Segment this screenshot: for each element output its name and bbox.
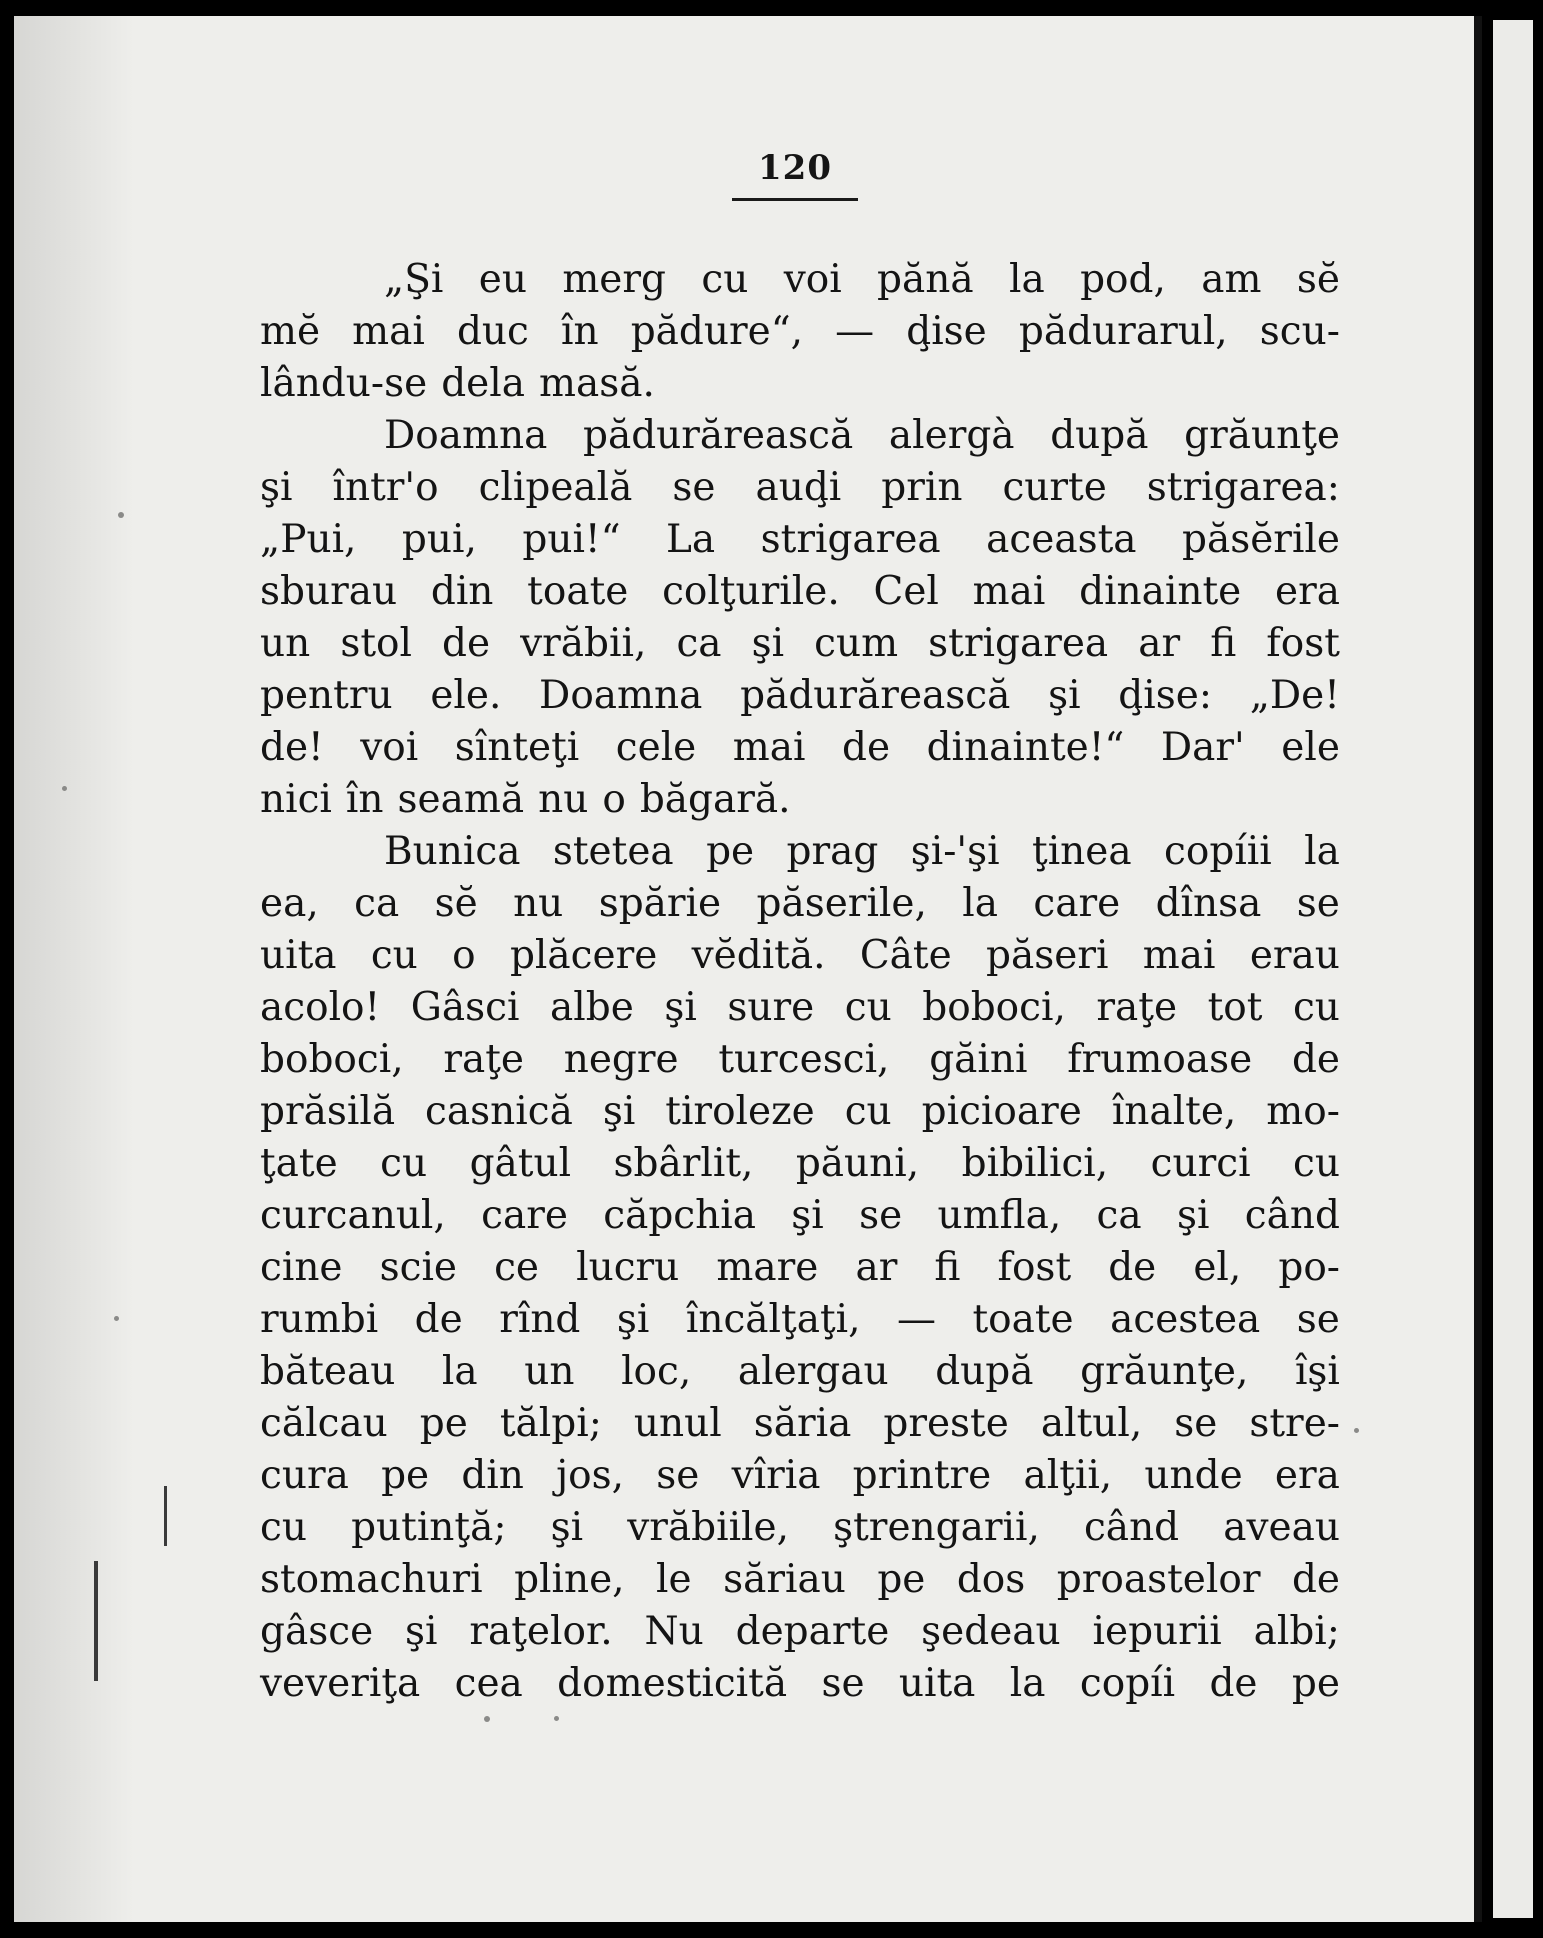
dust-speck xyxy=(114,1316,119,1321)
word: ce xyxy=(494,1245,540,1290)
text-line xyxy=(260,1138,1340,1190)
word: masă. xyxy=(538,361,655,406)
text-line xyxy=(260,774,1340,826)
word: se xyxy=(821,1661,865,1706)
word: care xyxy=(481,1193,568,1238)
word: de xyxy=(1291,1557,1340,1602)
word: voi xyxy=(360,725,419,770)
word: pui, xyxy=(401,517,477,562)
word: copíi xyxy=(1079,1661,1176,1706)
word: ca xyxy=(1096,1193,1142,1238)
word: şi xyxy=(1176,1193,1210,1238)
word: stre- xyxy=(1249,1401,1340,1446)
dust-speck xyxy=(1354,1428,1359,1433)
word: îşi xyxy=(1294,1349,1340,1394)
word: erau xyxy=(1249,933,1340,978)
word: cu xyxy=(1292,985,1340,1030)
word: băteau xyxy=(260,1349,396,1394)
word: printre xyxy=(852,1453,992,1498)
word: şi xyxy=(550,1505,584,1550)
text-line xyxy=(260,1554,1340,1606)
word: merg xyxy=(562,257,666,302)
page-number-rule xyxy=(732,198,858,201)
word: cu xyxy=(370,933,418,978)
word: ca xyxy=(354,881,400,926)
word: gâtul xyxy=(469,1141,572,1186)
word: ştrengarii, xyxy=(833,1505,1040,1550)
word: stetea xyxy=(552,829,674,874)
text-line xyxy=(260,1658,1340,1710)
word: se xyxy=(859,1193,903,1238)
text-line xyxy=(260,514,1340,566)
margin-mark xyxy=(164,1486,167,1546)
word: mĕ xyxy=(260,309,321,354)
word: auḑi xyxy=(755,465,842,510)
word: mo- xyxy=(1266,1089,1340,1134)
word: pline, xyxy=(514,1557,625,1602)
word: dinainte!“ xyxy=(926,725,1125,770)
word: curte xyxy=(1002,465,1107,510)
word: când xyxy=(1244,1193,1340,1238)
text-line xyxy=(260,1190,1340,1242)
word: preste xyxy=(883,1401,1009,1446)
word: lându-se xyxy=(260,361,428,406)
word: se xyxy=(1174,1401,1218,1446)
word: alergà xyxy=(888,413,1015,458)
word: la xyxy=(1009,257,1045,302)
word: scie xyxy=(379,1245,458,1290)
word: şi xyxy=(602,1089,636,1134)
word: Câte xyxy=(859,933,952,978)
word: fi xyxy=(1210,621,1237,666)
word: dos xyxy=(956,1557,1026,1602)
word: de xyxy=(1209,1661,1258,1706)
word: raţelor. xyxy=(469,1609,613,1654)
word: copíii xyxy=(1164,829,1272,874)
text-line xyxy=(260,254,1340,306)
word: grăunţe xyxy=(1184,413,1340,458)
word: voi xyxy=(783,257,842,302)
word: pentru xyxy=(260,673,393,718)
word: la xyxy=(441,1349,478,1394)
word: o xyxy=(602,777,626,822)
page-number: 120 xyxy=(758,148,832,188)
book-page xyxy=(14,16,1480,1922)
word: se xyxy=(1296,881,1340,926)
word: băgară. xyxy=(639,777,791,822)
word: şedeau xyxy=(921,1609,1061,1654)
word: în xyxy=(345,777,384,822)
text-line xyxy=(260,1450,1340,1502)
word: pe xyxy=(877,1557,926,1602)
word: era xyxy=(1275,569,1340,614)
word: putinţă; xyxy=(351,1505,507,1550)
word: rumbi xyxy=(260,1297,379,1342)
word: strigarea: xyxy=(1146,465,1340,510)
word: bibilici, xyxy=(961,1141,1109,1186)
word: şi xyxy=(260,465,293,510)
word: Doamna xyxy=(539,673,703,718)
word: sĕ xyxy=(1296,257,1340,302)
word: curci xyxy=(1150,1141,1251,1186)
word: păseri xyxy=(986,933,1109,978)
word: cine xyxy=(260,1245,343,1290)
word: fost xyxy=(1266,621,1340,666)
word: un xyxy=(260,621,311,666)
word: veveriţa xyxy=(260,1661,421,1706)
word: pe xyxy=(381,1453,430,1498)
word: după xyxy=(935,1349,1034,1394)
word: cu xyxy=(844,985,892,1030)
word: frumoase xyxy=(1067,1037,1253,1082)
word: spărie xyxy=(598,881,722,926)
word: şi xyxy=(1048,673,1081,718)
word: „Pui, xyxy=(260,517,357,562)
word: vrăbii, xyxy=(520,621,647,666)
dust-speck xyxy=(484,1716,490,1722)
word: vîria xyxy=(731,1453,821,1498)
word: ele xyxy=(1281,725,1340,770)
word: raţe xyxy=(1096,985,1178,1030)
word: alergau xyxy=(737,1349,889,1394)
text-line xyxy=(260,306,1340,358)
word: pădurărească xyxy=(740,673,1011,718)
word: aveau xyxy=(1223,1505,1340,1550)
word: pod, xyxy=(1080,257,1166,302)
word: toate xyxy=(972,1297,1074,1342)
word: Cel xyxy=(873,569,939,614)
text-line xyxy=(260,878,1340,930)
word: ţinea xyxy=(1032,829,1132,874)
word: La xyxy=(666,517,716,562)
word: fost xyxy=(997,1245,1072,1290)
word: cu xyxy=(844,1089,892,1134)
word: cele xyxy=(615,725,697,770)
word: domesticită xyxy=(557,1661,788,1706)
word: iepurii xyxy=(1092,1609,1222,1654)
word: care xyxy=(1033,881,1121,926)
word: sĕ xyxy=(434,881,478,926)
word: era xyxy=(1274,1453,1340,1498)
text-line xyxy=(260,1398,1340,1450)
word: în xyxy=(561,309,599,354)
word: mai xyxy=(1142,933,1216,978)
word: seamă xyxy=(397,777,525,822)
word: de xyxy=(1108,1245,1157,1290)
word: pădure“, xyxy=(630,309,804,354)
word: cu xyxy=(1293,1141,1340,1186)
word: săria xyxy=(753,1401,852,1446)
word: tălpi; xyxy=(499,1401,602,1446)
text-line xyxy=(260,1242,1340,1294)
word: vĕdită. xyxy=(691,933,826,978)
word: boboci, xyxy=(260,1037,404,1082)
word: unul xyxy=(633,1401,722,1446)
word: albi; xyxy=(1253,1609,1340,1654)
text-line xyxy=(260,462,1340,514)
word: loc, xyxy=(621,1349,692,1394)
word: ḑise xyxy=(906,309,987,354)
text-line xyxy=(260,930,1340,982)
word: pădurărească xyxy=(582,413,854,458)
word: boboci, xyxy=(922,985,1066,1030)
word: tiroleze xyxy=(665,1089,815,1134)
word: Nu xyxy=(644,1609,704,1654)
word: pădurarul, xyxy=(1018,309,1228,354)
word: le xyxy=(656,1557,692,1602)
word: dela xyxy=(441,361,525,406)
word: fi xyxy=(934,1245,961,1290)
word: alţii, xyxy=(1023,1453,1113,1498)
word: şi xyxy=(791,1193,824,1238)
text-line xyxy=(260,982,1340,1034)
word: proastelor xyxy=(1056,1557,1261,1602)
word: sburau xyxy=(260,569,398,614)
word: el, xyxy=(1193,1245,1242,1290)
word: se xyxy=(656,1453,700,1498)
word: nici xyxy=(260,777,332,822)
word: curcanul, xyxy=(260,1193,446,1238)
word: — xyxy=(835,309,875,354)
word: colţurile. xyxy=(662,569,840,614)
word: clipeală xyxy=(478,465,633,510)
word: strigarea xyxy=(760,517,941,562)
word: din xyxy=(430,569,494,614)
word: unde xyxy=(1144,1453,1243,1498)
word: departe xyxy=(735,1609,890,1654)
word: cura xyxy=(260,1453,349,1498)
margin-mark xyxy=(94,1561,98,1681)
word: duc xyxy=(456,309,529,354)
word: scu- xyxy=(1259,309,1340,354)
word: eu xyxy=(478,257,527,302)
word: vrăbiile, xyxy=(627,1505,790,1550)
dust-speck xyxy=(62,786,67,791)
word: negre xyxy=(563,1037,679,1082)
word: şi xyxy=(751,621,785,666)
word: uita xyxy=(260,933,337,978)
word: acolo! xyxy=(260,985,381,1030)
word: ele. xyxy=(430,673,502,718)
word: tot xyxy=(1207,985,1263,1030)
word: prin xyxy=(881,465,963,510)
word: păserile, xyxy=(756,881,927,926)
word: rînd xyxy=(499,1297,581,1342)
word: încălţaţi, xyxy=(685,1297,861,1342)
word: altul, xyxy=(1040,1401,1143,1446)
word: Doamna xyxy=(384,413,548,458)
word: nu xyxy=(538,777,589,822)
word: sbârlit, xyxy=(613,1141,754,1186)
page-shadow xyxy=(14,16,134,1922)
word: turcesci, xyxy=(718,1037,890,1082)
word: ca xyxy=(676,621,722,666)
next-page-edge xyxy=(1493,20,1533,1918)
word: după xyxy=(1050,413,1149,458)
text-line xyxy=(260,358,1340,410)
word: gâsce xyxy=(260,1609,374,1654)
word: grăunţe, xyxy=(1080,1349,1249,1394)
word: stol xyxy=(340,621,412,666)
word: mai xyxy=(352,309,425,354)
word: şi xyxy=(616,1297,650,1342)
word: găini xyxy=(929,1037,1028,1082)
text-line xyxy=(260,618,1340,670)
word: Bunica xyxy=(384,829,521,874)
word: de! xyxy=(260,725,324,770)
text-line xyxy=(260,670,1340,722)
word: de xyxy=(1291,1037,1340,1082)
word: lucru xyxy=(576,1245,680,1290)
word: pe xyxy=(1291,1661,1340,1706)
word: ea, xyxy=(260,881,319,926)
word: se xyxy=(1296,1297,1340,1342)
word: plăcere xyxy=(509,933,658,978)
word: am xyxy=(1201,257,1262,302)
page-edge-shadow xyxy=(1474,16,1482,1922)
word: dinainte xyxy=(1079,569,1242,614)
word: picioare xyxy=(921,1089,1082,1134)
word: şi xyxy=(405,1609,438,1654)
word: păuni, xyxy=(795,1141,920,1186)
word: strigarea xyxy=(928,621,1109,666)
word: înalte, xyxy=(1111,1089,1237,1134)
dust-speck xyxy=(118,512,124,518)
word: mai xyxy=(732,725,806,770)
word: ar xyxy=(1138,621,1181,666)
word: nu xyxy=(513,881,564,926)
word: „De! xyxy=(1249,673,1340,718)
word: mai xyxy=(972,569,1046,614)
word: căpchia xyxy=(603,1193,756,1238)
word: Gâsci xyxy=(410,985,520,1030)
text-line xyxy=(260,1502,1340,1554)
text-line xyxy=(260,1346,1340,1398)
dust-speck xyxy=(554,1716,559,1721)
word: sînteţi xyxy=(454,725,580,770)
word: pe xyxy=(706,829,755,874)
text-line xyxy=(260,1294,1340,1346)
word: jos, xyxy=(556,1453,625,1498)
word: o xyxy=(452,933,476,978)
text-line xyxy=(260,566,1340,618)
text-line xyxy=(260,1086,1340,1138)
word: şi-'şi xyxy=(910,829,1000,874)
word: pănă xyxy=(877,257,974,302)
word: raţe xyxy=(443,1037,524,1082)
word: într'o xyxy=(332,465,439,510)
word: ḑise: xyxy=(1118,673,1212,718)
word: cu xyxy=(380,1141,428,1186)
word: de xyxy=(442,621,491,666)
word: prăsilă xyxy=(260,1089,396,1134)
word: prag xyxy=(786,829,879,874)
word: — xyxy=(896,1297,936,1342)
word: cu xyxy=(260,1505,307,1550)
word: dînsa xyxy=(1155,881,1262,926)
word: de xyxy=(842,725,891,770)
body-text xyxy=(260,254,1340,1710)
text-line xyxy=(260,722,1340,774)
word: şi xyxy=(664,985,697,1030)
word: umfla, xyxy=(937,1193,1062,1238)
word: săriau xyxy=(723,1557,846,1602)
word: cu xyxy=(701,257,749,302)
word: acestea xyxy=(1110,1297,1261,1342)
text-line xyxy=(260,1606,1340,1658)
text-line xyxy=(260,1034,1340,1086)
word: de xyxy=(414,1297,463,1342)
word: cea xyxy=(454,1661,523,1706)
word: călcau xyxy=(260,1401,388,1446)
word: Dar' xyxy=(1160,725,1245,770)
word: aceasta xyxy=(986,517,1137,562)
word: un xyxy=(524,1349,575,1394)
word: uita xyxy=(898,1661,976,1706)
word: casnică xyxy=(425,1089,573,1134)
word: stomachuri xyxy=(260,1557,483,1602)
text-line xyxy=(260,826,1340,878)
word: păsĕrile xyxy=(1182,517,1340,562)
word: „Şi xyxy=(384,257,444,302)
word: pe xyxy=(419,1401,468,1446)
word: albe xyxy=(550,985,634,1030)
word: pui!“ xyxy=(522,517,621,562)
word: ar xyxy=(855,1245,898,1290)
word: se xyxy=(672,465,716,510)
word: la xyxy=(962,881,998,926)
word: toate xyxy=(527,569,629,614)
word: la xyxy=(1009,1661,1046,1706)
word: mare xyxy=(716,1245,819,1290)
word: la xyxy=(1304,829,1340,874)
word: sure xyxy=(727,985,815,1030)
word: când xyxy=(1083,1505,1180,1550)
word: din xyxy=(461,1453,524,1498)
text-line xyxy=(260,410,1340,462)
word: po- xyxy=(1278,1245,1340,1290)
word: cum xyxy=(814,621,899,666)
word: ţate xyxy=(260,1141,338,1186)
